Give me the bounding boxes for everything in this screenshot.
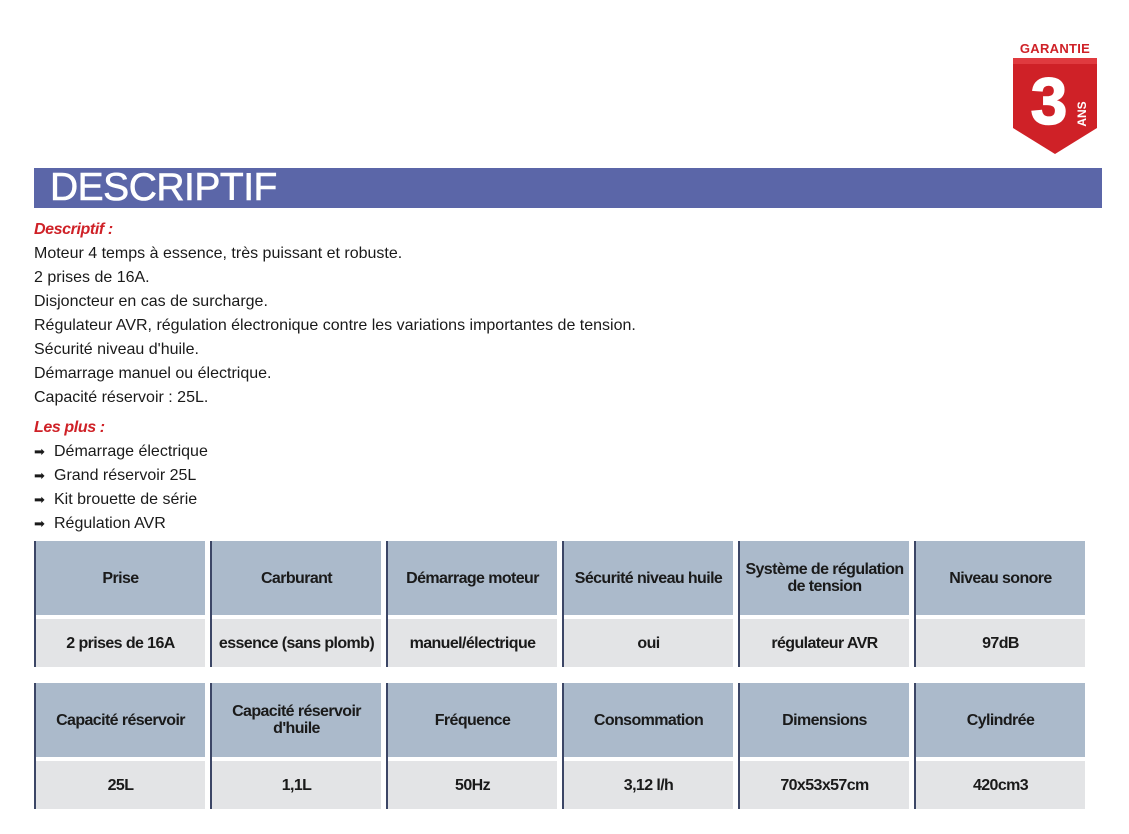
plus-item-label: Démarrage électrique <box>54 443 208 460</box>
guarantee-label: GARANTIE <box>1019 41 1091 56</box>
arrow-right-icon: ➡ <box>34 468 45 483</box>
description-line: Régulateur AVR, régulation électronique contre les variations importantes de tension. <box>34 317 636 334</box>
section-banner <box>34 168 1102 208</box>
spec-value-cell: 3,12 l/h <box>562 761 733 809</box>
spec-header-cell: Système de régulation de tension <box>738 541 909 615</box>
description-line: Moteur 4 temps à essence, très puissant et robuste. <box>34 245 403 262</box>
spec-value-cell: régulateur AVR <box>738 619 909 667</box>
spec-value-cell: 50Hz <box>386 761 557 809</box>
spec-value-cell: 1,1L <box>210 761 381 809</box>
spec-header-cell: Sécurité niveau huile <box>562 541 733 615</box>
spec-header-cell: Démarrage moteur <box>386 541 557 615</box>
spec-header-cell: Capacité réservoir d'huile <box>210 683 381 757</box>
spec-header-cell: Prise <box>34 541 205 615</box>
plus-list <box>34 440 1094 536</box>
spec-value-cell: 97dB <box>914 619 1085 667</box>
guarantee-number: 3 <box>1030 64 1068 138</box>
section-title: DESCRIPTIF <box>50 166 277 209</box>
plus-heading: Les plus : <box>34 419 105 436</box>
spec-value-cell: 70x53x57cm <box>738 761 909 809</box>
arrow-right-icon: ➡ <box>34 516 45 531</box>
description-line: Sécurité niveau d'huile. <box>34 341 199 358</box>
description-block <box>34 218 1094 536</box>
list-item <box>34 512 1094 536</box>
spec-value-cell: 420cm3 <box>914 761 1085 809</box>
list-item <box>34 440 1094 464</box>
spec-table-1 <box>29 541 1090 667</box>
spec-value-cell: essence (sans plomb) <box>210 619 381 667</box>
spec-table-2 <box>29 683 1090 809</box>
description-line: Capacité réservoir : 25L. <box>34 389 209 406</box>
spec-header-cell: Carburant <box>210 541 381 615</box>
spec-value-row <box>34 761 1085 809</box>
guarantee-unit: ANS <box>1075 101 1089 127</box>
plus-item-label: Grand réservoir 25L <box>54 467 197 484</box>
description-line: Disjoncteur en cas de surcharge. <box>34 293 268 310</box>
list-item <box>34 464 1094 488</box>
plus-item-label: Régulation AVR <box>54 515 166 532</box>
spec-header-cell: Capacité réservoir <box>34 683 205 757</box>
plus-item-label: Kit brouette de série <box>54 491 198 508</box>
spec-value-cell: manuel/électrique <box>386 619 557 667</box>
spec-header-cell: Fréquence <box>386 683 557 757</box>
guarantee-badge <box>1011 40 1099 156</box>
spec-header-cell: Cylindrée <box>914 683 1085 757</box>
spec-value-cell: 25L <box>34 761 205 809</box>
guarantee-shield-icon <box>1011 56 1099 156</box>
arrow-right-icon: ➡ <box>34 444 45 459</box>
spec-header-row <box>34 683 1085 757</box>
description-line: Démarrage manuel ou électrique. <box>34 365 272 382</box>
spec-header-row <box>34 541 1085 615</box>
spec-header-cell: Dimensions <box>738 683 909 757</box>
arrow-right-icon: ➡ <box>34 492 45 507</box>
spec-value-cell: oui <box>562 619 733 667</box>
spec-header-cell: Consommation <box>562 683 733 757</box>
description-line: 2 prises de 16A. <box>34 269 150 286</box>
description-heading: Descriptif : <box>34 221 113 238</box>
spec-value-row <box>34 619 1085 667</box>
spec-value-cell: 2 prises de 16A <box>34 619 205 667</box>
list-item <box>34 488 1094 512</box>
spec-header-cell: Niveau sonore <box>914 541 1085 615</box>
